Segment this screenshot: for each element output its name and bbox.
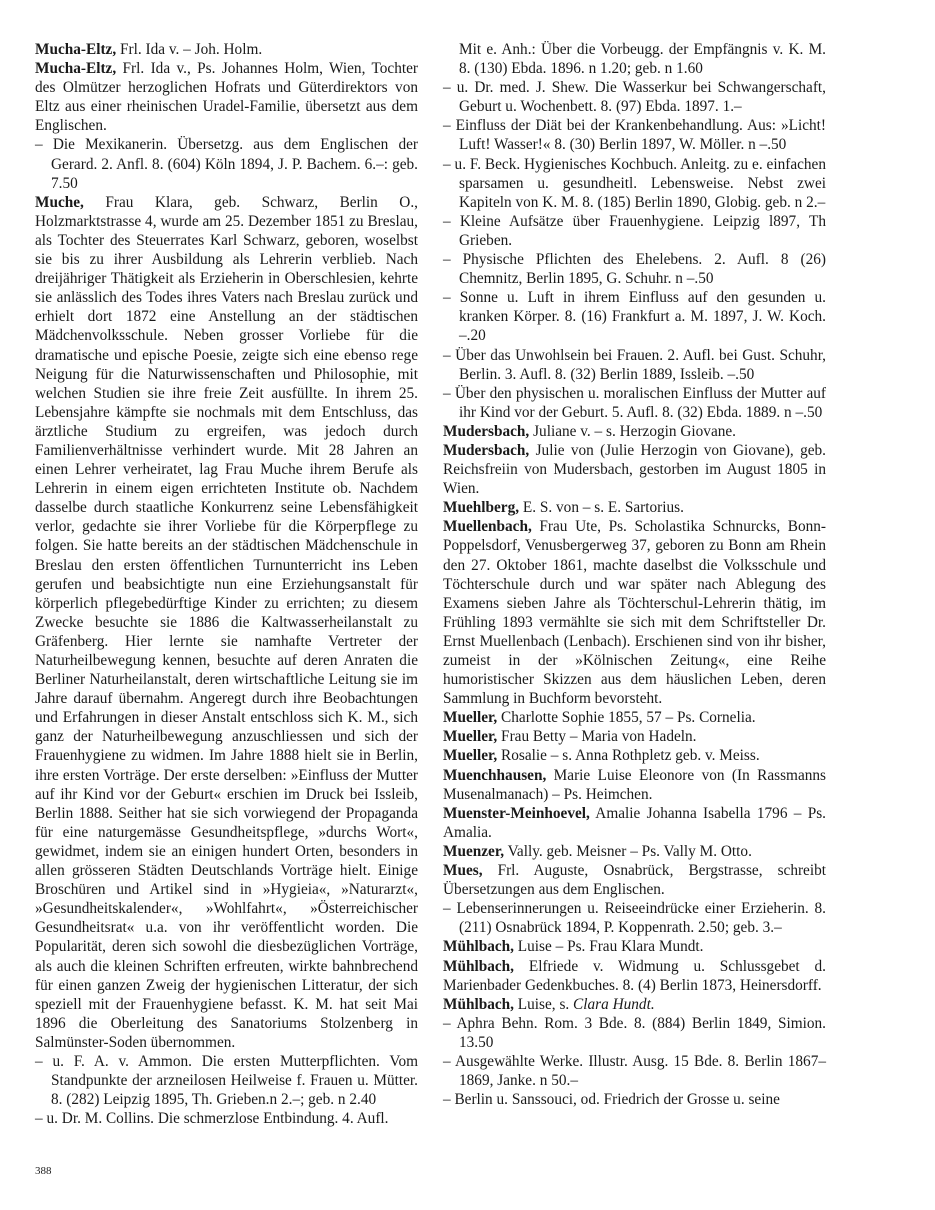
entry-text: Frau Ute, Ps. Scholastika Schnurcks, Bonn-Poppelsdorf, Venusbergerweg 37, geboren zu Bonn am Rhein den 27. Oktober 1861, machte daselbst die Volksschule und Töchterschule durch und war später nach Ablegung des Examens sieben Jahre als Töchterschul-Lehrerin thätig, im Frühling 1893 vermählte sie sich mit dem Schriftsteller Dr. Ernst Muellenbach (Lenbach). Erschienen sind von ihr bisher, zumeist in der »Kölnischen Zeitung«, eine Reihe humoristischer Skizzen aus dem häuslichen Leben, deren Sammlung in Buchform bevorsteht. [443,518,826,708]
entry-headword: Mühlbach, [443,957,514,975]
entry-headword: Muenchhausen, [443,766,547,784]
dictionary-entry [443,498,826,517]
dictionary-entry [443,727,826,746]
entry-text: Vally. geb. Meisner – Ps. Vally M. Otto. [504,842,752,860]
work-listing [443,288,826,345]
entry-text: – Die Mexikanerin. Übersetzg. aus dem Englischen der Gerard. 2. Anfl. 8. (604) Köln 1894, J. P. Bachem. 6.–: geb. 7.50 [35,136,418,192]
entry-text: Charlotte Sophie 1855, 57 – Ps. Cornelia. [497,709,756,727]
entry-text: Juliane v. – s. Herzogin Giovane. [529,422,737,440]
dictionary-entry [35,193,418,1052]
entry-text: Amalie Johanna Isabella 1796 – Ps. Amalia. [443,804,826,841]
work-listing [443,78,826,116]
dictionary-entry [443,861,826,899]
dictionary-entry [443,995,826,1014]
entry-italic-text: Clara Hundt. [573,995,655,1013]
dictionary-entry [443,804,826,842]
entry-headword: Mühlbach, [443,995,514,1013]
work-listing [443,1090,826,1109]
entry-text: – u. Dr. M. Collins. Die schmerzlose Entbindung. 4. Aufl. [35,1110,389,1128]
entry-text: – Ausgewählte Werke. Illustr. Ausg. 15 Bde. 8. Berlin 1867–1869, Janke. n 50.– [443,1052,826,1090]
entry-headword: Muche, [35,193,84,211]
dictionary-entry [443,766,826,804]
work-listing [443,212,826,250]
entry-text: – Lebenserinnerungen u. Reiseeindrücke einer Erzieherin. 8. (211) Osnabrück 1894, P. Koppenrath. 2.50; geb. 3.– [443,900,826,937]
entry-text: – Aphra Behn. Rom. 3 Bde. 8. (884) Berlin 1849, Simion. 13.50 [443,1014,826,1051]
work-listing [443,155,826,212]
entry-headword: Mueller, [443,728,498,746]
dictionary-entry [443,422,826,441]
work-listing [35,1109,418,1128]
page-number: 388 [35,1165,52,1177]
work-listing [443,1052,826,1090]
dictionary-entry [443,842,826,861]
entry-headword: Mucha-Eltz, [35,60,117,78]
entry-text: – u. F. Beck. Hygienisches Kochbuch. Anleitg. zu e. einfachen sparsamen u. gesundheitl. Lebensweise. Nebst zwei Kapiteln von K. M. 8. (185) Berlin 1890, Globig. geb. n 2.– [443,155,826,211]
entry-text: Rosalie – s. Anna Rothpletz geb. v. Meiss. [497,747,760,765]
entry-headword: Mueller, [443,709,498,727]
work-listing [35,135,418,192]
entry-text: Frau Betty – Maria von Hadeln. [497,728,697,746]
entry-text: – Sonne u. Luft in ihrem Einfluss auf den gesunden u. kranken Körper. 8. (16) Frankfurt a. M. 1897, J. W. Koch. –.20 [443,289,826,345]
dictionary-entry [443,937,826,956]
right-column [443,40,826,1109]
entry-text: Marie Luise Eleonore von (In Rassmanns Musenalmanach) – Ps. Heimchen. [443,766,826,803]
work-listing [35,1052,418,1109]
left-column [35,40,418,1128]
entry-text: Luise – Ps. Frau Klara Mundt. [513,938,704,956]
entry-text: Luise, s. [513,995,574,1013]
continued-listing [443,40,826,78]
entry-headword: Mucha-Eltz, [35,41,117,58]
entry-headword: Mudersbach, [443,422,530,440]
work-listing [443,1014,826,1052]
work-listing [443,346,826,384]
dictionary-entry [443,517,826,708]
entry-text: – Über das Unwohlsein bei Frauen. 2. Aufl. bei Gust. Schuhr, Berlin. 3. Aufl. 8. (32) Berlin 1889, Issleib. –.50 [443,346,826,383]
work-listing [443,250,826,288]
entry-text: Julie von (Julie Herzogin von Giovane), geb. Reichsfreiin von Mudersbach, gestorben im August 1805 in Wien. [443,441,826,498]
dictionary-entry [443,441,826,498]
dictionary-entry [443,746,826,765]
entry-text: – Über den physischen u. moralischen Einfluss der Mutter auf ihr Kind vor der Geburt. 5. Aufl. 8. (32) Ebda. 1889. n –.50 [443,384,826,421]
work-listing [443,899,826,937]
entry-headword: Mühlbach, [443,938,514,956]
dictionary-entry [443,708,826,727]
entry-text: – u. Dr. med. J. Shew. Die Wasserkur bei Schwangerschaft, Geburt u. Wochenbett. 8. (97) Ebda. 1897. 1.– [443,79,826,116]
entry-text: – Physische Pflichten des Ehelebens. 2. Aufl. 8 (26) Chemnitz, Berlin 1895, G. Schuhr. n –.50 [443,251,826,288]
entry-headword: Muehlberg, [443,499,520,517]
entry-text: Frl. Ida v., Ps. Johannes Holm, Wien, Tochter des Olmützer herzoglichen Hofrats und Güterdirektors von Eltz aus einer rheinischen Uradel-Familie, übersetzt aus dem Englischen. [35,60,418,135]
entry-text: Frl. Auguste, Osnabrück, Bergstrasse, schreibt Übersetzungen aus dem Englischen. [443,862,826,899]
dictionary-entry [443,957,826,995]
entry-text: Frl. Ida v. – Joh. Holm. [116,41,263,58]
entry-text: E. S. von – s. E. Sartorius. [519,499,684,517]
entry-headword: Mudersbach, [443,441,530,459]
entry-text: – Einfluss der Diät bei der Krankenbehandlung. Aus: »Licht! Luft! Wasser!« 8. (30) Berlin 1897, W. Möller. n –.50 [443,117,826,154]
entry-headword: Mues, [443,862,483,880]
work-listing [443,384,826,422]
entry-text: Mit e. Anh.: Über die Vorbeugg. der Empfängnis v. K. M. 8. (130) Ebda. 1896. n 1.20; geb. n 1.60 [459,41,826,78]
dictionary-entry [35,59,418,135]
entry-text: – Kleine Aufsätze über Frauenhygiene. Leipzig l897, Th Grieben. [443,212,826,249]
entry-text: Elfriede v. Widmung u. Schlussgebet d. Marienbader Gedenkbuches. 8. (4) Berlin 1873, Heinersdorff. [443,957,826,994]
dictionary-entry [35,40,418,59]
entry-headword: Muenster-Meinhoevel, [443,804,590,822]
entry-headword: Mueller, [443,747,498,765]
entry-headword: Muellenbach, [443,518,532,536]
entry-text: – u. F. A. v. Ammon. Die ersten Mutterpflichten. Vom Standpunkte der arzneilosen Heilweise f. Frauen u. Mütter. 8. (282) Leipzig 1895, Th. Grieben.n 2.–; geb. n 2.40 [35,1052,418,1109]
work-listing [443,116,826,154]
entry-headword: Muenzer, [443,842,505,860]
entry-text: – Berlin u. Sanssouci, od. Friedrich der Grosse u. seine [443,1091,780,1109]
entry-text: Frau Klara, geb. Schwarz, Berlin O., Holzmarktstrasse 4, wurde am 25. Dezember 1851 zu Breslau, als Tochter des Steuerrates Karl Schwarz, geboren, woselbst sie bis zu ihrer Ausbildung als Lehrerin verblieb. Nach dreijähriger Thätigkeit als Erzieherin in Oberschlesien, kehrte sie anlässlich des Todes ihres Vaters nach Breslau zurück und erhielt dort 1872 eine Anstellung an der städtischen Mädchenvolksschule. Neben grosser Vorliebe für die dramatische und epische Poesie, zeigte sich eine ebenso rege Neigung für die Naturwissenschaften und Philosophie, mit welchen Studien sie ihre freie Zeit ausfüllte. In ihrem 25. Lebensjahre kämpfte sie nochmals mit dem Entschluss, das ärztliche Studium zu ergreifen, was jedoch durch Familienverhältnisse verhindert wurde. Mit 28 Jahren an einen Lehrer verheiratet, lag Frau Muche ihrem Berufe als Lehrerin in einem eigen errichteten Institute ob. Nachdem dasselbe durch staatliche Konkurrenz seine Lebensfähigkeit verlor, gedachte sie ihrer Vorliebe für die Körperpflege zu folgen. Sie hatte bereits an der städtischen Mädchenschule in Breslau den ersten öffentlichen Turnunterricht ins Leben gerufen und beabsichtigte nun eine Erziehungsanstalt für körperlich pflegebedürftige Kinder zu errichten; zu diesem Zwecke besuchte sie 1886 die Kaltwasserheilanstalt zu Gräfenberg. Hier lernte sie namhafte Vertreter der Naturheilbewegung kennen, besuchte auf deren Anraten die Berliner Naturheilanstalt, deren wirtschaftliche Leitung sie im Jahre darauf übernahm. Angeregt durch ihre Beobachtungen und Erfahrungen in dieser Anstalt entschloss sich K. M., sich ganz der Naturheilbewegung anzuschliessen und sich der Frauenhygiene zu widmen. Im Jahre 1888 hielt sie in Berlin, ihre ersten Vorträge. Der erste derselben: »Einfluss der Mutter auf ihr Kind vor der Geburt« erschien im Druck bei Issleib, Berlin 1888. Seither hat sie sich vorwiegend der Propaganda für eine naturgemässe Gesundheitspflege, »durchs Wort«, gewidmet, indem sie an einigen hundert Orten, besonders in allen grösseren Städten Deutschlands Vorträge hielt. Einige Broschüren und Artikel sind in »Hygieia«, »Naturarzt«, »Gesundheitskalender«, »Wohlfahrt«, »Österreichischer Gesundheitsrat« u.a. von ihr veröffentlicht worden. Die Popularität, deren sich sowohl die diesbezüglichen Vorträge, als auch die kleinen Schriften erfreuten, wirkte bahnbrechend für einen ganzen Zweig der hygienischen Litteratur, der sich speziell mit der Frauenhygiene befasst. K. M. hat seit Mai 1896 die Oberleitung des Sanatoriums Stolzenberg in Salmünster-Soden übernommen. [35,193,418,1051]
